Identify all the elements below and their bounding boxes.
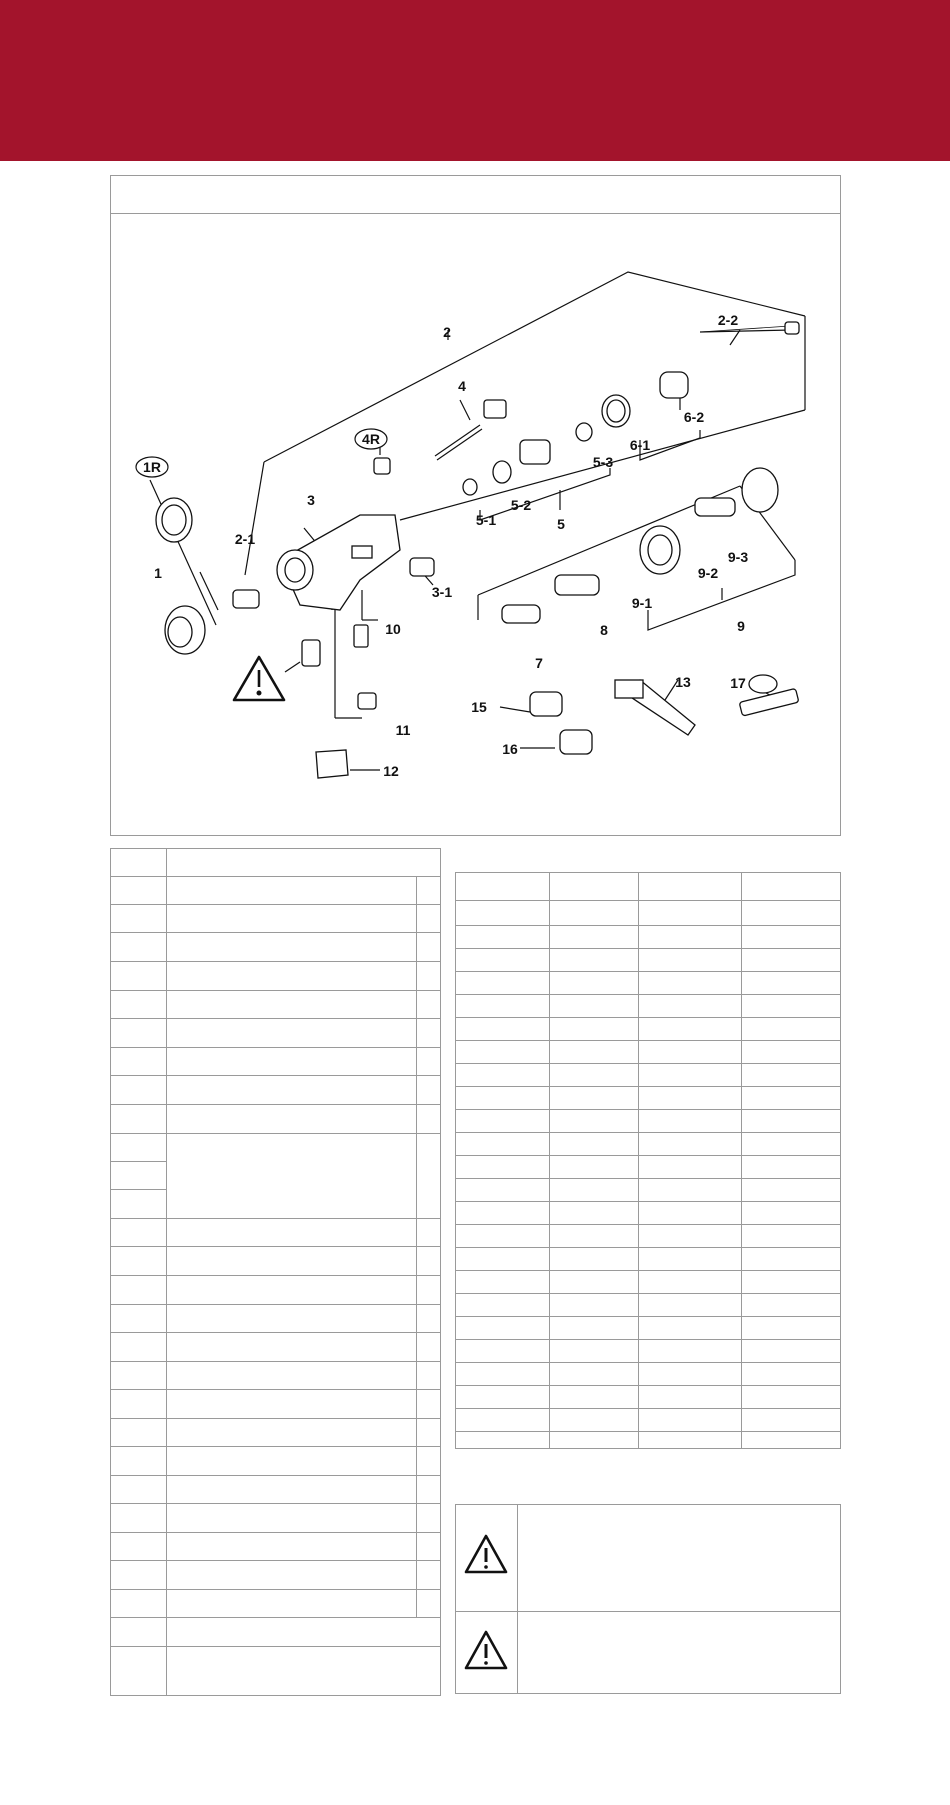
table-row-divider <box>110 1218 441 1219</box>
part-label-2-1: 2-1 <box>234 531 256 547</box>
valve-seat-part <box>520 440 550 464</box>
warning-triangle-icon <box>462 1530 510 1578</box>
table-row-divider <box>110 1075 441 1076</box>
leader-line <box>285 662 300 672</box>
table-row-divider <box>110 1361 441 1362</box>
leader-line <box>730 330 740 345</box>
table-row-divider <box>110 1332 441 1333</box>
part-label-8: 8 <box>600 622 608 638</box>
part-label-10: 10 <box>385 621 401 637</box>
table-row-divider <box>455 1132 841 1133</box>
leader-line <box>264 272 805 462</box>
table-row-divider <box>455 1017 841 1018</box>
table-row-divider <box>110 1389 441 1390</box>
valve-stem-part <box>435 425 480 456</box>
part-label-3-1: 3-1 <box>431 584 453 600</box>
table-row-divider <box>455 900 841 901</box>
part-label-12: 12 <box>383 763 399 779</box>
o-ring-part <box>463 479 477 495</box>
table-row-divider <box>455 1385 841 1386</box>
table-row-divider <box>110 1560 441 1561</box>
spring-part <box>502 605 540 623</box>
table-row-divider <box>110 1246 441 1247</box>
part-label-9-2: 9-2 <box>697 565 719 581</box>
table-row-divider <box>110 1304 441 1305</box>
table-row-divider <box>455 994 841 995</box>
table-row-divider <box>455 1201 841 1202</box>
knob-cap-part <box>742 468 778 512</box>
part-label-5-3: 5-3 <box>592 454 614 470</box>
knob-part <box>648 535 672 565</box>
part-label-4r: 4R <box>362 431 380 447</box>
table-row-divider <box>455 948 841 949</box>
part-label-11: 11 <box>395 722 411 738</box>
part-label-1: 1 <box>154 565 162 581</box>
washer-17-part <box>749 675 777 693</box>
table-row-divider <box>455 1247 841 1248</box>
table-row-divider <box>110 1104 441 1105</box>
part-label-15: 15 <box>471 699 487 715</box>
part-label-17: 17 <box>730 675 746 691</box>
part-label-9-1: 9-1 <box>631 595 653 611</box>
leader-line <box>460 400 470 420</box>
table-row-divider <box>455 1109 841 1110</box>
o-ring-part <box>493 461 511 483</box>
table-row-divider <box>455 1063 841 1064</box>
table-row-divider <box>455 1431 841 1432</box>
adjuster-part <box>660 372 688 398</box>
adapter-15-part <box>530 692 562 716</box>
fitting-11-part <box>358 693 376 709</box>
table-row-divider <box>455 1293 841 1294</box>
table-row-divider <box>110 1446 441 1447</box>
table-row-divider <box>110 1161 166 1162</box>
part-label-6-2: 6-2 <box>683 409 705 425</box>
table-row-divider <box>110 990 441 991</box>
table-row-divider <box>455 1040 841 1041</box>
part-label-1r: 1R <box>143 459 161 475</box>
part-label-2-2: 2-2 <box>717 312 739 328</box>
table-row-divider <box>455 1316 841 1317</box>
table-row-divider <box>455 1155 841 1156</box>
fitting-part <box>302 640 320 666</box>
part-label-5-1: 5-1 <box>475 512 497 528</box>
part-label-4: 4 <box>458 378 466 394</box>
part-label-13: 13 <box>675 674 691 690</box>
table-col-divider <box>638 872 639 1449</box>
table-row-divider <box>110 1475 441 1476</box>
leader-line <box>200 572 218 610</box>
part-label-2: 2 <box>443 324 451 340</box>
cap-4r-part <box>374 458 390 474</box>
table-row-divider <box>455 1178 841 1179</box>
table-row-divider <box>110 961 441 962</box>
table-col-divider <box>741 872 742 1449</box>
part-label-9-3: 9-3 <box>727 549 749 565</box>
air-cap-1r-part <box>162 505 186 535</box>
part-label-5-2: 5-2 <box>510 497 532 513</box>
table-row-divider <box>110 1275 441 1276</box>
header-banner <box>0 0 950 161</box>
table-row-divider <box>110 1133 441 1134</box>
part-label-7: 7 <box>535 655 543 671</box>
table-row-divider <box>110 1018 441 1019</box>
part-label-16: 16 <box>502 741 518 757</box>
ring-part <box>607 400 625 422</box>
valve-stem-part <box>437 429 482 460</box>
adapter-16-part <box>560 730 592 754</box>
table-col-divider <box>549 872 550 1449</box>
table-row-divider <box>455 1270 841 1271</box>
table-row-divider <box>110 1532 441 1533</box>
table-row-divider <box>455 1362 841 1363</box>
fitting-part <box>410 558 434 576</box>
table-row-divider <box>110 1589 441 1590</box>
table-row-divider <box>455 925 841 926</box>
table-row-divider <box>455 1408 841 1409</box>
leader-line <box>245 462 264 575</box>
table-row-divider <box>455 1086 841 1087</box>
part-label-5: 5 <box>557 516 565 532</box>
table-row-divider <box>455 1224 841 1225</box>
table-row-divider <box>110 1047 441 1048</box>
spring-part <box>695 498 735 516</box>
part-label-9: 9 <box>737 618 745 634</box>
table-row-divider <box>110 1617 441 1618</box>
table-row-divider <box>110 932 441 933</box>
gun-body-port <box>285 558 305 582</box>
table-row-divider <box>455 971 841 972</box>
packing-part <box>484 400 506 418</box>
needle-head-part <box>785 322 799 334</box>
leader-line <box>500 707 530 712</box>
nozzle-part <box>233 590 259 608</box>
table-row-divider <box>110 1503 441 1504</box>
gun-body-label <box>352 546 372 558</box>
table-row-divider <box>110 876 441 877</box>
table-row-divider <box>110 1189 166 1190</box>
brush-bristles <box>615 680 643 698</box>
fitting-10-part <box>354 625 368 647</box>
air-cap-part <box>168 617 192 647</box>
o-ring-part <box>576 423 592 441</box>
exploded-parts-diagram <box>111 213 840 834</box>
table-row-divider <box>110 1418 441 1419</box>
table-row-divider <box>110 904 441 905</box>
part-label-6-1: 6-1 <box>629 437 651 453</box>
clip-12-part <box>316 750 348 778</box>
spring-part <box>555 575 599 595</box>
warning-triangle-icon <box>234 657 284 700</box>
warning-triangle-icon <box>462 1626 510 1674</box>
table-row-divider <box>110 1646 441 1647</box>
table-row-divider <box>455 1339 841 1340</box>
part-label-3: 3 <box>307 492 315 508</box>
